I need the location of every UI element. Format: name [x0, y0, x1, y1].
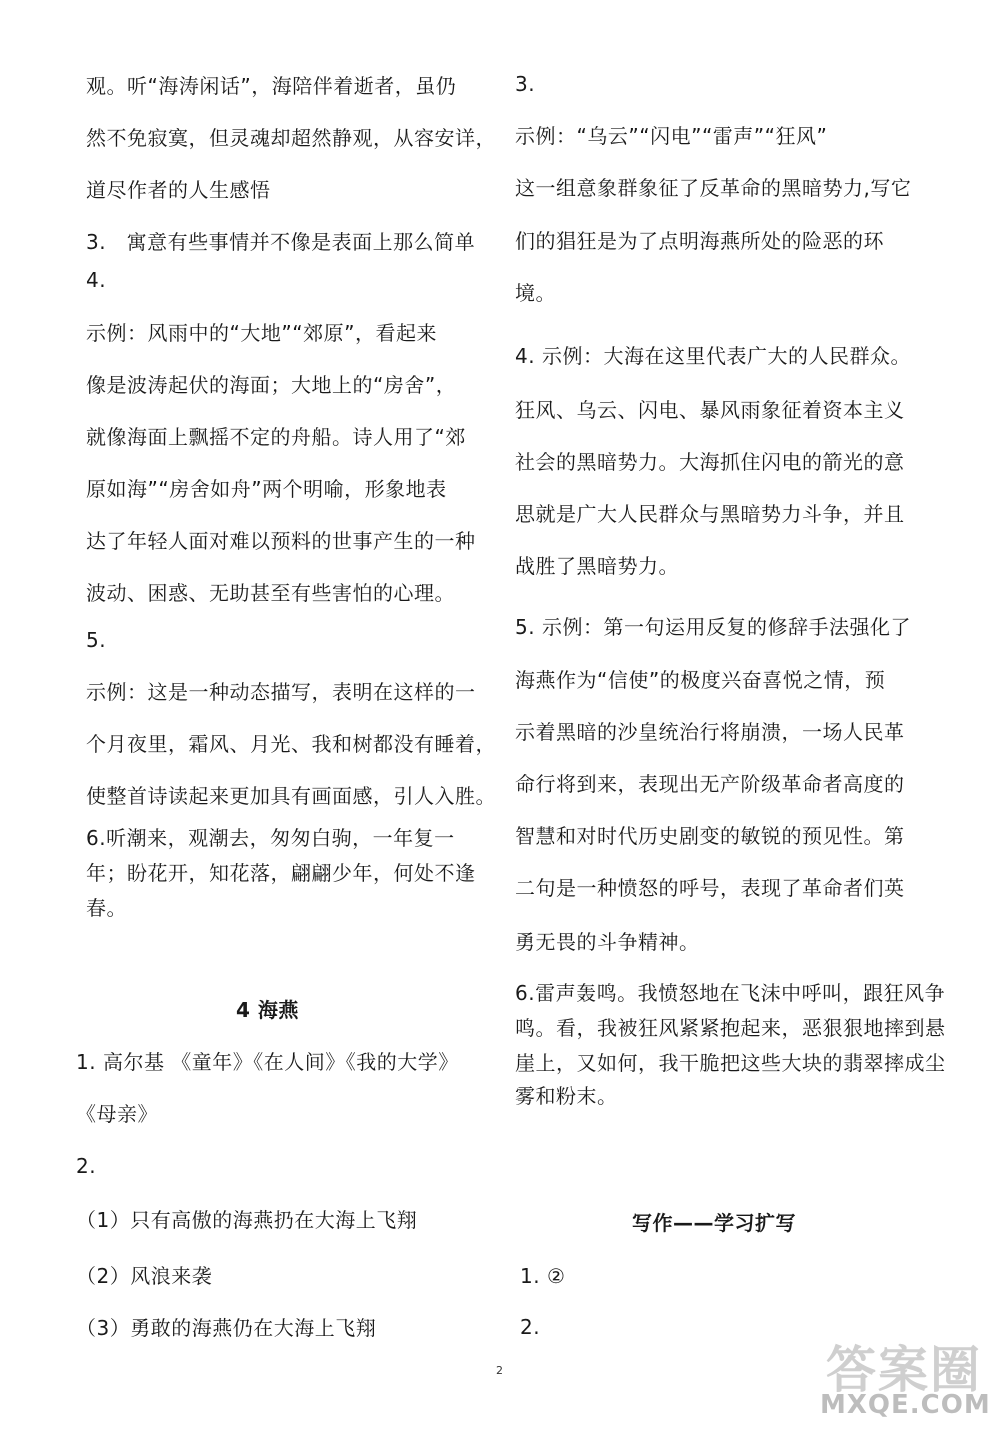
- text-line: 3. 寓意有些事情并不像是表面上那么简单: [86, 230, 476, 254]
- text-line: 勇无畏的斗争精神。: [515, 930, 700, 954]
- text-line: 们的猖狂是为了点明海燕所处的险恶的环: [515, 229, 884, 253]
- text-line: 鸣。看，我被狂风紧紧抱起来，恶狠狠地摔到悬: [515, 1016, 946, 1040]
- text-line: 1. 高尔基 《童年》《在人间》《我的大学》: [76, 1050, 459, 1074]
- text-line: 狂风、乌云、闪电、暴风雨象征着资本主义: [515, 398, 905, 422]
- text-line: 使整首诗读起来更加具有画面感，引人入胜。: [86, 784, 496, 808]
- text-line: 4.: [86, 268, 107, 292]
- text-line: 个月夜里，霜风、月光、我和树都没有睡着，: [86, 732, 496, 756]
- text-line: 像是波涛起伏的海面；大地上的“房舍”，: [86, 373, 457, 397]
- text-line: 观。听“海涛闲话”，海陪伴着逝者，虽仍: [86, 74, 457, 98]
- text-line: （2）风浪来袭: [76, 1264, 213, 1288]
- text-line: 然不免寂寞，但灵魂却超然静观，从容安详，: [86, 126, 496, 150]
- text-line: 波动、困惑、无助甚至有些害怕的心理。: [86, 581, 455, 605]
- text-line: 崖上，又如何，我干脆把这些大块的翡翠摔成尘: [515, 1051, 946, 1075]
- text-line: 2.: [520, 1315, 541, 1339]
- text-line: 社会的黑暗势力。大海抓住闪电的箭光的意: [515, 450, 905, 474]
- text-line: 3.: [515, 72, 536, 96]
- text-line: 示例：风雨中的“大地”“郊原”，看起来: [86, 321, 437, 345]
- text-line: 6.听潮来，观潮去，匆匆白驹，一年复一: [86, 826, 455, 850]
- watermark-top-text: 答案圈: [826, 1341, 982, 1399]
- text-line: 这一组意象群象征了反革命的黑暗势力,写它: [515, 176, 912, 200]
- text-line: 春。: [86, 896, 127, 920]
- text-line: 《母亲》: [76, 1102, 158, 1126]
- text-line: 2.: [76, 1154, 97, 1178]
- text-line: 5. 示例：第一句运用反复的修辞手法强化了: [515, 615, 911, 639]
- text-line: 示例：“乌云”“闪电”“雷声”“狂风”: [515, 124, 828, 148]
- text-line: 示着黑暗的沙皇统治行将崩溃，一场人民革: [515, 720, 905, 744]
- text-line: 1. ②: [520, 1264, 566, 1288]
- watermark-bottom-text: MXQE.COM: [820, 1390, 991, 1420]
- text-line: 智慧和对时代历史剧变的敏锐的预见性。第: [515, 824, 905, 848]
- watermark-logo: [818, 1330, 994, 1425]
- section-title: 写作——学习扩写: [632, 1211, 796, 1235]
- text-line: 示例：这是一种动态描写，表明在这样的一: [86, 680, 476, 704]
- text-line: 4. 示例：大海在这里代表广大的人民群众。: [515, 344, 911, 368]
- text-line: 海燕作为“信使”的极度兴奋喜悦之情，预: [515, 668, 886, 692]
- text-line: 二句是一种愤怒的呼号，表现了革命者们英: [515, 876, 905, 900]
- text-line: 年；盼花开，知花落，翩翩少年，何处不逢: [86, 861, 476, 885]
- text-line: 战胜了黑暗势力。: [515, 554, 679, 578]
- text-line: 6.雷声轰鸣。我愤怒地在飞沫中呼叫，跟狂风争: [515, 981, 946, 1005]
- text-line: 雾和粉末。: [515, 1084, 618, 1108]
- text-line: 5.: [86, 628, 107, 652]
- page-number: 2: [496, 1364, 504, 1377]
- text-line: 就像海面上飘摇不定的舟船。诗人用了“郊: [86, 425, 466, 449]
- text-line: 境。: [515, 281, 556, 305]
- text-line: 思就是广大人民群众与黑暗势力斗争，并且: [515, 502, 905, 526]
- text-line: 命行将到来，表现出无产阶级革命者高度的: [515, 772, 905, 796]
- text-line: 原如海”“房舍如舟”两个明喻，形象地表: [86, 477, 447, 501]
- text-line: （1）只有高傲的海燕扔在大海上飞翔: [76, 1208, 418, 1232]
- text-line: （3）勇敢的海燕仍在大海上飞翔: [76, 1316, 377, 1340]
- text-line: 道尽作者的人生感悟: [86, 178, 271, 202]
- section-title: 4 海燕: [236, 998, 299, 1022]
- text-line: 达了年轻人面对难以预料的世事产生的一种: [86, 529, 476, 553]
